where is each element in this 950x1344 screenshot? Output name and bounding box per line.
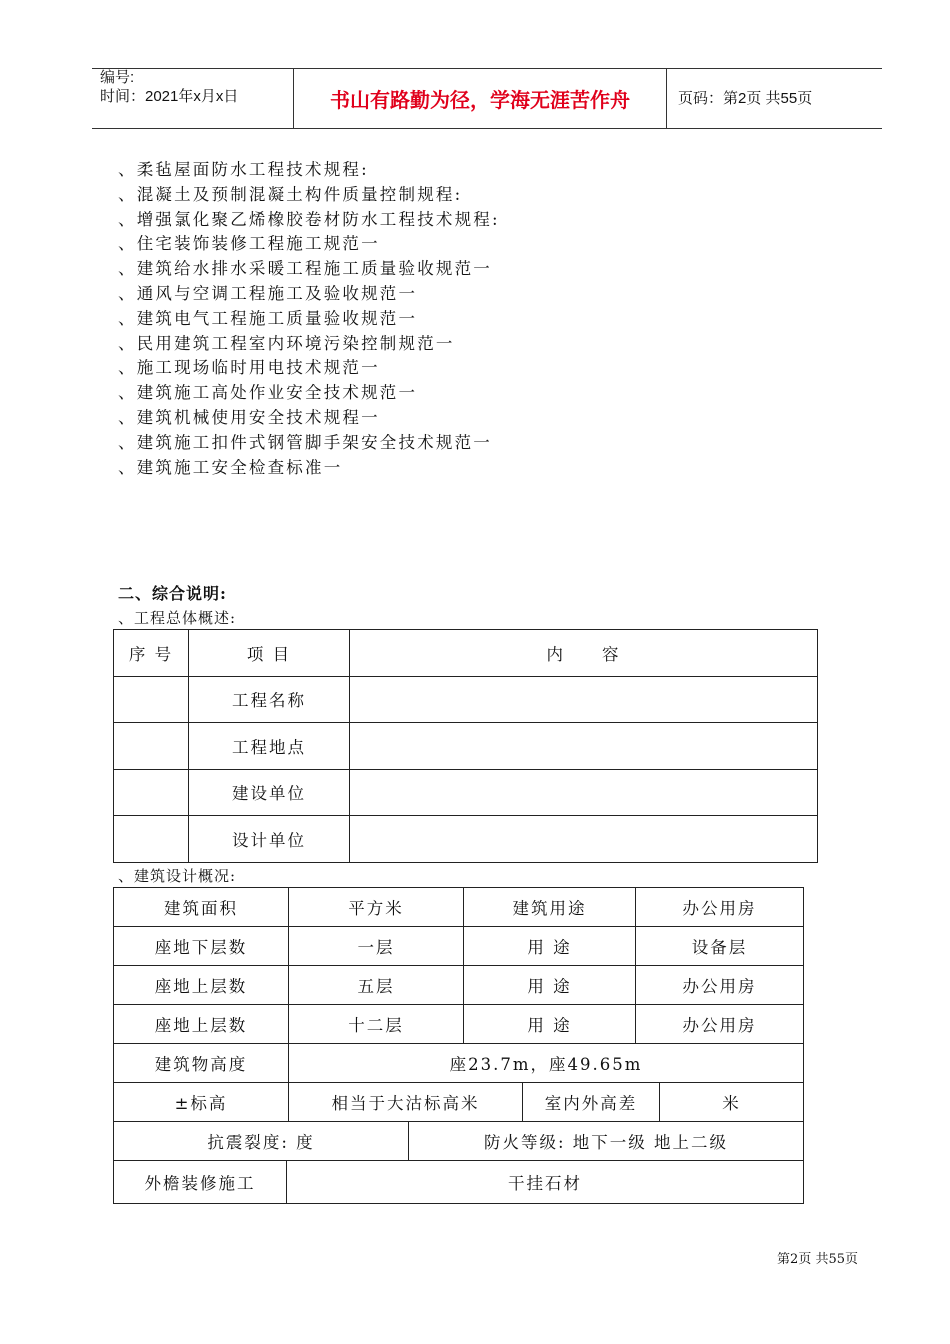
cell-value: 办公用房	[636, 888, 804, 927]
cell-value: 平方米	[289, 888, 464, 927]
header-content: 内 容	[350, 630, 818, 677]
table-row	[114, 1122, 804, 1161]
header-motto: 书山有路勤为径，学海无涯苦作舟	[330, 88, 630, 112]
header-bottom-rule	[92, 128, 882, 129]
list-item: 、混凝土及预制混凝土构件质量控制规程:	[118, 184, 463, 204]
indoor-diff-label: 室内外高差	[523, 1083, 660, 1122]
design-title: 、建筑设计概况:	[118, 867, 237, 885]
cell-value: 十二层	[289, 1005, 464, 1044]
list-item: 、建筑施工扣件式钢管脚手架安全技术规范一	[118, 432, 492, 452]
cell-label: 座地上层数	[114, 1005, 289, 1044]
cell-label: 用 途	[464, 966, 636, 1005]
indoor-diff-value: 米	[660, 1083, 804, 1122]
overview-title: 、工程总体概述:	[118, 609, 237, 627]
cell-content	[350, 816, 818, 863]
list-item: 、建筑施工安全检查标准一	[118, 457, 343, 477]
list-item: 、建筑施工高处作业安全技术规范一	[118, 383, 418, 403]
cell-item: 设计单位	[189, 816, 350, 863]
list-item: 、住宅装饰装修工程施工规范一	[118, 234, 380, 254]
cell-label: 用 途	[464, 1005, 636, 1044]
header-page-number: 页码：第2页 共55页	[678, 90, 813, 107]
header-item: 项 目	[189, 630, 350, 677]
cell-content	[350, 676, 818, 723]
list-item: 、通风与空调工程施工及验收规范一	[118, 283, 418, 303]
fire-rating-cell: 防火等级: 地下一级 地上二级	[409, 1122, 804, 1161]
list-item: 、增强氯化聚乙烯橡胶卷材防水工程技术规程:	[118, 209, 500, 229]
list-item: 、建筑给水排水采暖工程施工质量验收规范一	[118, 259, 492, 279]
table-row	[114, 1044, 804, 1083]
table-row	[114, 927, 804, 966]
time-label: 时间：2021年x月x日	[100, 88, 239, 105]
table-row	[114, 723, 818, 770]
cell-label: 建筑面积	[114, 888, 289, 927]
table-row	[114, 1005, 804, 1044]
cell-label: 用 途	[464, 927, 636, 966]
table-row	[114, 816, 818, 863]
height-label: 建筑物高度	[114, 1044, 289, 1083]
standards-list	[118, 158, 500, 480]
header-no: 序 号	[114, 630, 189, 677]
cell-label: 座地下层数	[114, 927, 289, 966]
cell-label: 座地上层数	[114, 966, 289, 1005]
header-divider-right	[666, 68, 667, 129]
list-item: 、柔毡屋面防水工程技术规程:	[118, 160, 369, 179]
serial-label: 编号:	[100, 69, 135, 86]
cell-item: 建设单位	[189, 769, 350, 816]
list-item: 、民用建筑工程室内环境污染控制规范一	[118, 333, 455, 353]
table-row	[114, 769, 818, 816]
cell-item: 工程名称	[189, 676, 350, 723]
elevation-value: 相当于大沽标高米	[289, 1083, 523, 1122]
table-row	[114, 1083, 804, 1122]
list-item: 、建筑电气工程施工质量验收规范一	[118, 308, 418, 328]
cell-no	[114, 816, 189, 863]
cell-content	[350, 723, 818, 770]
table-header-row	[114, 630, 818, 677]
cell-value: 一层	[289, 927, 464, 966]
elevation-label: ±标高	[114, 1083, 289, 1122]
design-table	[113, 887, 804, 1204]
header-meta	[100, 68, 238, 106]
cell-content	[350, 769, 818, 816]
section-title: 二、综合说明:	[118, 584, 227, 603]
table-row	[114, 888, 804, 927]
cell-no	[114, 769, 189, 816]
seismic-cell: 抗震裂度: 度	[114, 1122, 409, 1161]
facade-value: 干挂石材	[287, 1161, 804, 1204]
cell-value: 五层	[289, 966, 464, 1005]
list-item: 、施工现场临时用电技术规范一	[118, 358, 380, 378]
height-value: 座23.7m，座49.65m	[289, 1044, 804, 1083]
cell-value: 办公用房	[636, 1005, 804, 1044]
cell-no	[114, 676, 189, 723]
cell-item: 工程地点	[189, 723, 350, 770]
cell-value: 设备层	[636, 927, 804, 966]
facade-label: 外檐装修施工	[114, 1161, 287, 1204]
overview-table	[113, 629, 818, 863]
cell-no	[114, 723, 189, 770]
table-row	[114, 1161, 804, 1204]
list-item: 、建筑机械使用安全技术规程一	[118, 407, 380, 427]
table-row	[114, 966, 804, 1005]
table-row	[114, 676, 818, 723]
cell-label: 建筑用途	[464, 888, 636, 927]
cell-value: 办公用房	[636, 966, 804, 1005]
footer-page-number: 第2页 共55页	[777, 1252, 858, 1267]
